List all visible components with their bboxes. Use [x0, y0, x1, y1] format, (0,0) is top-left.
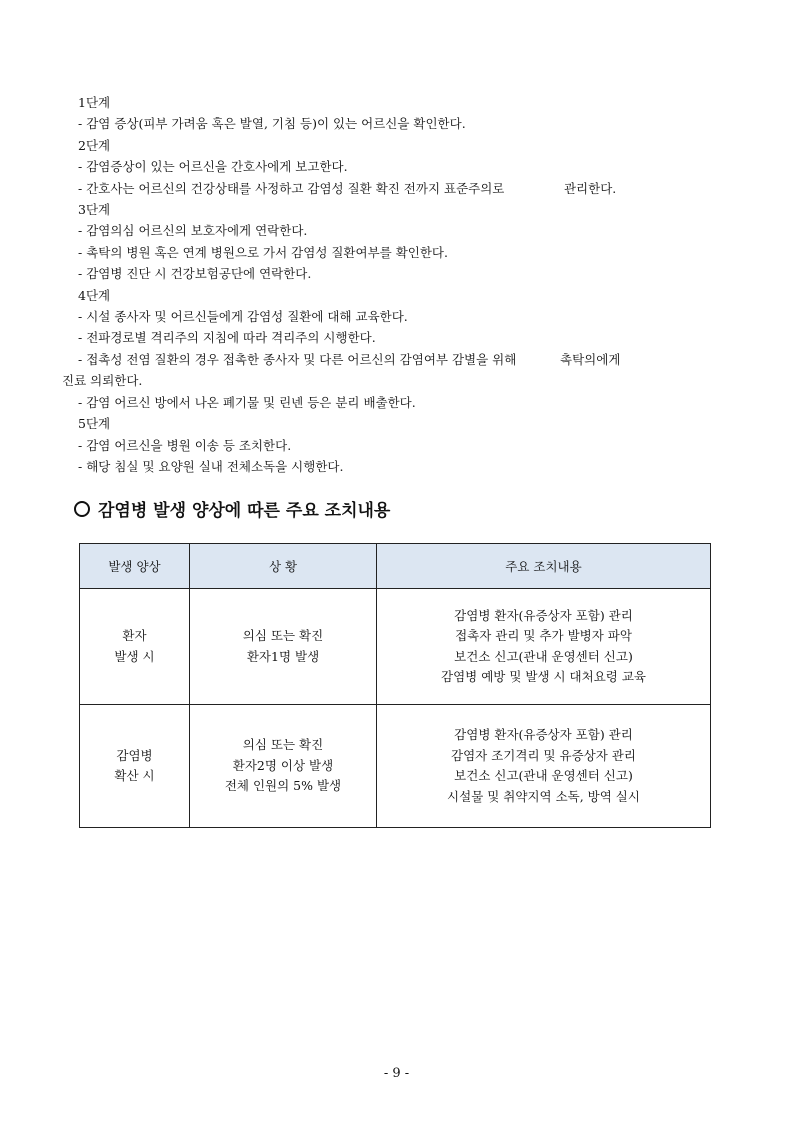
circle-bullet-icon	[74, 501, 90, 517]
step-line: - 간호사는 어르신의 건강상태를 사정하고 감염성 질환 확진 전까지 표준주의로 관리한다.	[78, 180, 617, 196]
cell-line: 감염병 예방 및 발생 시 대처요령 교육	[441, 669, 646, 684]
step-line: 2단계	[78, 137, 111, 153]
step-line: - 촉탁의 병원 혹은 연계 병원으로 가서 감염성 질환여부를 확인한다.	[78, 244, 448, 260]
table-row	[80, 705, 711, 828]
cell-line: 확산 시	[114, 768, 155, 783]
column-header-situation: 상 황	[190, 544, 377, 589]
cell-line: 접촉자 관리 및 추가 발병자 파악	[455, 628, 632, 643]
situation-cell	[190, 589, 377, 705]
cell-line: 의심 또는 확진	[242, 737, 324, 753]
column-header-pattern: 발생 양상	[80, 544, 190, 589]
cell-line: 보건소 신고(관내 운영센터 신고)	[454, 648, 633, 664]
table-header-row	[80, 544, 711, 589]
step-line: - 감염병 진단 시 건강보험공단에 연락한다.	[78, 266, 312, 282]
step-line: - 감염 증상(피부 가려움 혹은 발열, 기침 등)이 있는 어르신을 확인한다.	[78, 116, 466, 132]
cell-line: 환자1명 발생	[246, 648, 320, 664]
table-row	[80, 589, 711, 705]
step-line: 진료 의뢰한다.	[62, 373, 143, 389]
step-line: - 해당 침실 및 요양원 실내 전체소독을 시행한다.	[78, 458, 344, 474]
actions-cell	[377, 589, 711, 705]
cell-line: 환자2명 이상 발생	[232, 757, 334, 773]
column-header-actions: 주요 조치내용	[377, 544, 711, 589]
actions-cell	[377, 705, 711, 828]
cell-line: 환자	[122, 628, 147, 643]
infection-response-table	[79, 543, 711, 828]
step-line: - 전파경로별 격리주의 지침에 따라 격리주의 시행한다.	[78, 330, 376, 346]
cell-line: 감염병 환자(유증상자 포함) 관리	[454, 727, 633, 742]
step-line: 1단계	[78, 95, 111, 110]
step-line: 4단계	[78, 287, 111, 303]
cell-line: 의심 또는 확진	[242, 628, 324, 643]
step-line: 3단계	[78, 202, 111, 218]
cell-line: 발생 시	[114, 648, 155, 664]
situation-cell	[190, 705, 377, 828]
step-line: - 감염의심 어르신의 보호자에게 연락한다.	[78, 223, 308, 239]
cell-line: 전체 인원의 5% 발생	[224, 778, 342, 794]
step-line: - 감염 어르신을 병원 이송 등 조치한다.	[78, 437, 292, 453]
step-line: - 접촉성 전염 질환의 경우 접촉한 종사자 및 다른 어르신의 감염여부 감별을 위해 촉탁의에게	[78, 351, 621, 367]
step-line: - 감염 어르신 방에서 나온 폐기물 및 린넨 등은 분리 배출한다.	[78, 394, 416, 410]
pattern-cell	[80, 589, 190, 705]
cell-line: 감염병 환자(유증상자 포함) 관리	[454, 607, 633, 623]
cell-line: 보건소 신고(관내 운영센터 신고)	[454, 768, 633, 783]
step-line: - 시설 종사자 및 어르신들에게 감염성 질환에 대해 교육한다.	[78, 309, 408, 325]
cell-line: 시설물 및 취약지역 소독, 방역 실시	[447, 788, 640, 804]
step-line: 5단계	[78, 416, 111, 432]
page-number: - 9 -	[383, 1066, 410, 1081]
cell-line: 감염병	[116, 747, 153, 763]
procedure-steps	[62, 92, 718, 477]
pattern-cell	[80, 705, 190, 828]
step-line: - 감염증상이 있는 어르신을 간호사에게 보고한다.	[78, 159, 348, 175]
section-heading	[74, 496, 390, 521]
cell-line: 감염자 조기격리 및 유증상자 관리	[451, 747, 636, 763]
section-title: 감염병 발생 양상에 따른 주요 조치내용	[98, 501, 391, 521]
